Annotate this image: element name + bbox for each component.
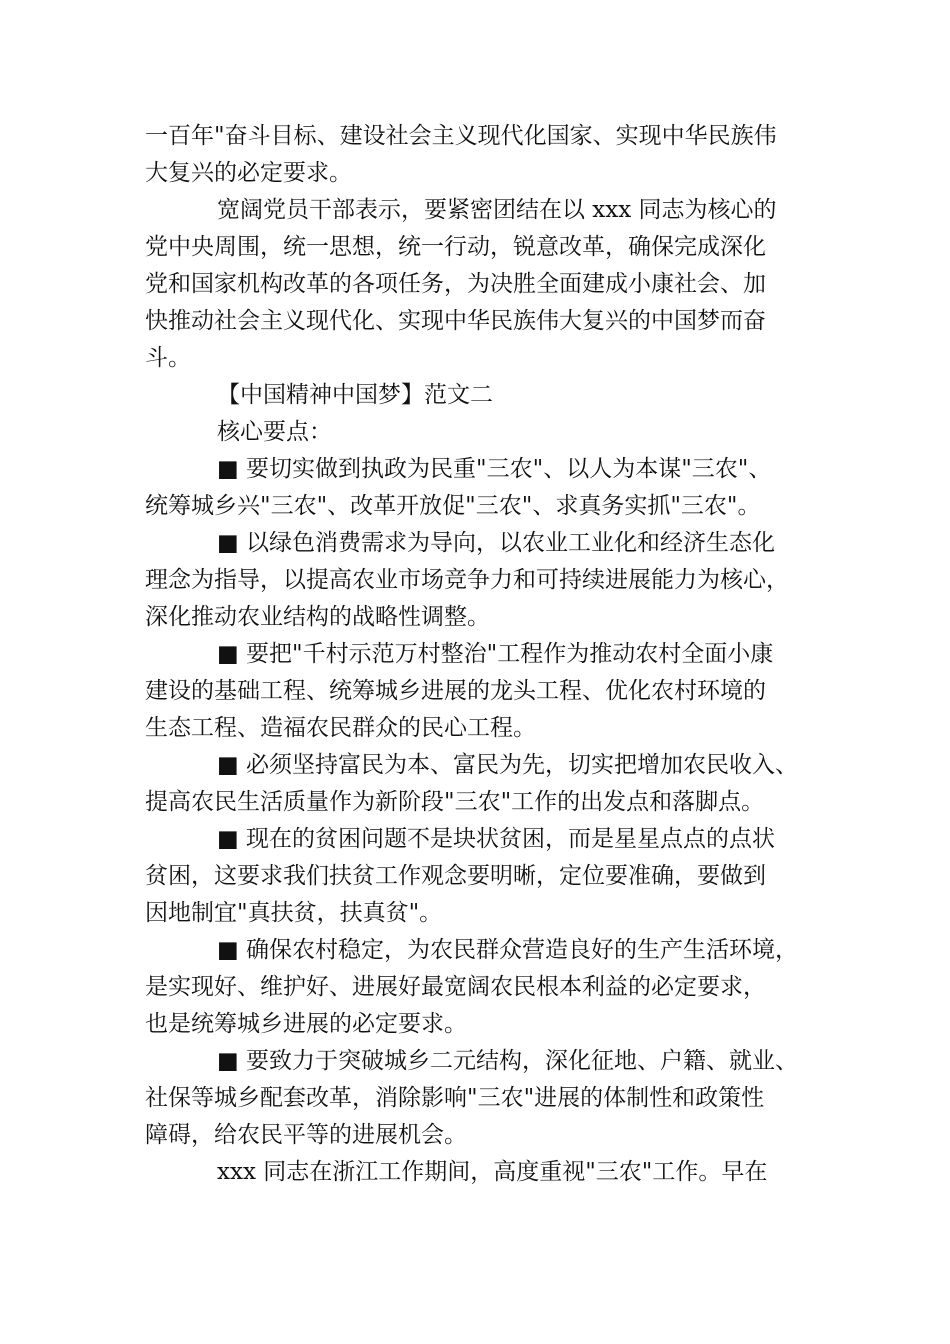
text-line: ■ 必须坚持富民为本、富民为先，切实把增加农民收入、: [217, 752, 799, 778]
text-line: ■ 以绿色消费需求为导向，以农业工业化和经济生态化: [217, 530, 776, 556]
paragraph-p1: [145, 118, 825, 192]
paragraph-p3: [145, 377, 825, 414]
text-line: 大复兴的必定要求。: [145, 160, 352, 186]
text-line: 宽阔党员干部表示，要紧密团结在以 xxx 同志为核心的: [217, 197, 777, 223]
text-line: 一百年"奋斗目标、建设社会主义现代化国家、实现中华民族伟: [145, 123, 777, 149]
text-line: 因地制宜"真扶贫，扶真贫"。: [145, 900, 443, 926]
paragraph-p10: [145, 932, 825, 1043]
text-line: 斗。: [145, 345, 191, 371]
text-line: ■ 要致力于突破城乡二元结构，深化征地、户籍、就业、: [217, 1048, 799, 1074]
paragraph-p9: [145, 821, 825, 932]
text-line: 生态工程、造福农民群众的民心工程。: [145, 715, 536, 741]
text-line: ■ 要把"千村示范万村整治"工程作为推动农村全面小康: [217, 641, 774, 667]
text-line: 也是统筹城乡进展的必定要求。: [145, 1011, 467, 1037]
paragraph-p12: [145, 1154, 825, 1191]
text-line: 障碍，给农民平等的进展机会。: [145, 1122, 467, 1148]
document-body: [145, 118, 825, 1191]
paragraph-p2: [145, 192, 825, 377]
text-line: 社保等城乡配套改革，消除影响"三农"进展的体制性和政策性: [145, 1085, 765, 1111]
paragraph-p7: [145, 636, 825, 747]
paragraph-p4: [145, 414, 825, 451]
text-line: 贫困，这要求我们扶贫工作观念要明晰，定位要准确，要做到: [145, 863, 766, 889]
text-line: 是实现好、维护好、进展好最宽阔农民根本利益的必定要求，: [145, 974, 766, 1000]
text-line: 建设的基础工程、统筹城乡进展的龙头工程、优化农村环境的: [145, 678, 766, 704]
text-line: ■ 现在的贫困问题不是块状贫困，而是星星点点的点状: [217, 826, 776, 852]
text-line: 【中国精神中国梦】范文二: [217, 382, 493, 408]
text-line: ■ 要切实做到执政为民重"三农"、以人为本谋"三农"、: [217, 456, 772, 482]
text-line: 核心要点：: [217, 419, 332, 445]
text-line: xxx 同志在浙江工作期间，高度重视"三农"工作。早在: [217, 1159, 768, 1185]
text-line: ■ 确保农村稳定，为农民群众营造良好的生产生活环境，: [217, 937, 799, 963]
text-line: 深化推动农业结构的战略性调整。: [145, 604, 490, 630]
text-line: 提高农民生活质量作为新阶段"三农"工作的出发点和落脚点。: [145, 789, 765, 815]
text-line: 快推动社会主义现代化、实现中华民族伟大复兴的中国梦而奋: [145, 308, 766, 334]
text-line: 理念为指导，以提高农业市场竞争力和可持续进展能力为核心，: [145, 567, 789, 593]
text-line: 党中央周围，统一思想，统一行动，锐意改革，确保完成深化: [145, 234, 766, 260]
paragraph-p8: [145, 747, 825, 821]
paragraph-p5: [145, 451, 825, 525]
text-line: 党和国家机构改革的各项任务，为决胜全面建成小康社会、加: [145, 271, 766, 297]
text-line: 统筹城乡兴"三农"、改革开放促"三农"、求真务实抓"三农"。: [145, 493, 761, 519]
paragraph-p6: [145, 525, 825, 636]
paragraph-p11: [145, 1043, 825, 1154]
